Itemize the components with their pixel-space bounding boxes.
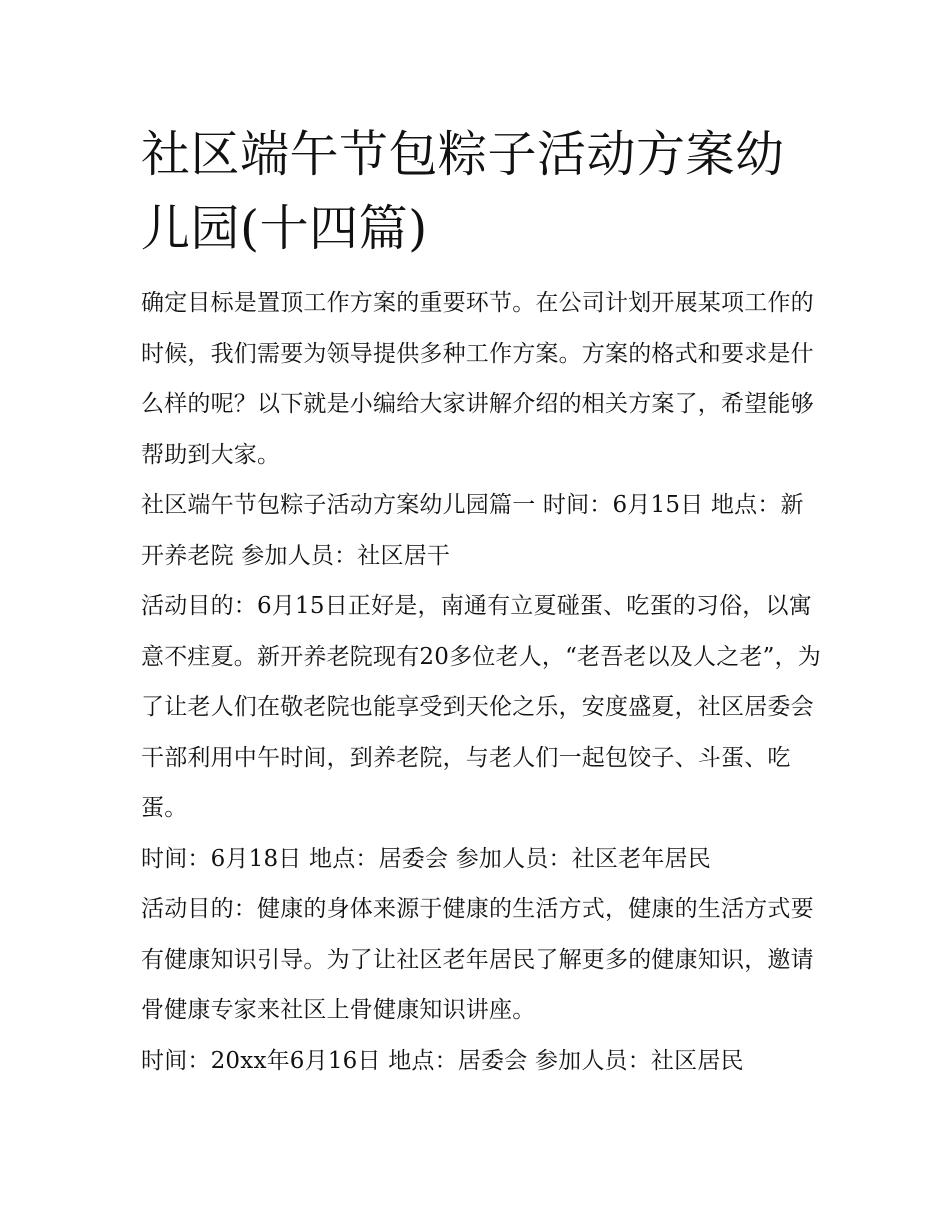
document-title: 社区端午节包粽子活动方案幼儿园(十四篇) xyxy=(141,126,785,257)
paragraph-event-2-purpose: 活动目的：健康的身体来源于健康的生活方式，健康的生活方式要有健康知识引导。为了让社区老年居民了解更多的健康知识，邀请骨健康专家来社区上骨健康知识讲座。 xyxy=(141,896,814,1023)
paragraph-intro: 确定目标是置顶工作方案的重要环节。在公司计划开展某项工作的时候，我们需要为领导提供多种工作方案。方案的格式和要求是什么样的呢？以下就是小编给大家讲解介绍的相关方案了，希望能够帮助到大家。 xyxy=(141,290,814,468)
paragraph-event-1-purpose: 活动目的：6月15日正好是，南通有立夏碰蛋、吃蛋的习俗，以寓意不疰夏。新开养老院现有20多位老人，“老吾老以及人之老”，为了让老人们在敬老院也能享受到天伦之乐，安度盛夏，社区居委会干部利用中午时间，到养老院，与老人们一起包饺子、斗蛋、吃蛋。 xyxy=(141,593,821,821)
paragraph-event-2-info: 时间：6月18日 地点：居委会 参加人员：社区老年居民 xyxy=(141,845,711,872)
document-body xyxy=(141,118,821,1086)
paragraph-event-1-info: 社区端午节包粽子活动方案幼儿园篇一 时间：6月15日 地点：新开养老院 参加人员：社区居干 xyxy=(141,492,804,569)
paragraph-event-3-info: 时间：20xx年6月16日 地点：居委会 参加人员：社区居民 xyxy=(141,1047,744,1074)
